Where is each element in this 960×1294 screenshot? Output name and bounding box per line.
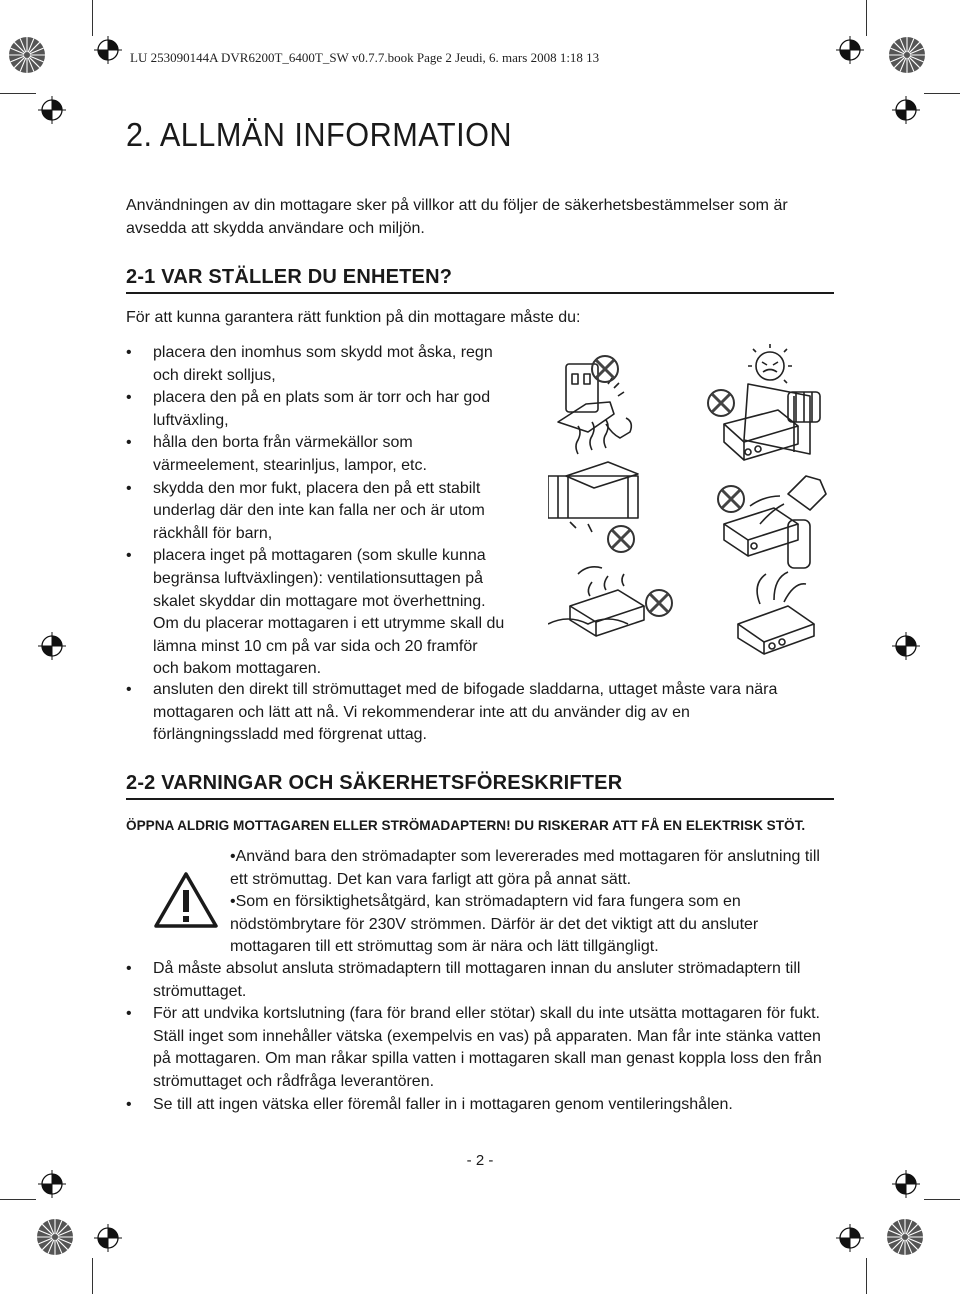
list-item: • placera inget på mottagaren (som skulle kunna begränsa luftväxlingen): ventilationsuttagen på skalet skyddar din mottagare mot överhettning. Om du placerar mottagaren i ett utrymme skall du lämna minst 10 cm på var sida och 20 framför och bakom mottagaren. [126,545,516,681]
radiator-illustration [548,420,638,532]
registration-mark-icon [892,632,920,660]
crop-mark [924,93,960,94]
x-circle-icon [608,526,634,552]
electric-shock-warning: ÖPPNA ALDRIG MOTTAGAREN ELLER STRÖMADAPTERN! DU RISKERAR ATT FÅ EN ELEKTRISK STÖT. [126,818,806,833]
starburst-target-icon [36,1218,74,1256]
subsection-title-warnings: 2-2 VARNINGAR OCH SÄKERHETSFÖRESKRIFTER [126,772,623,794]
list-item: • Då måste absolut ansluta strömadaptern till mottagaren innan du ansluter strömadaptern till strömuttaget. [126,958,836,1003]
page-number: - 2 - [466,1152,494,1169]
list-item: • placera den inomhus som skydd mot åska, regn och direkt solljus, [126,342,516,387]
placement-illustrations [548,344,848,684]
starburst-target-icon [888,36,926,74]
list-item: • placera den på en plats som är torr och har god luftväxling, [126,387,516,432]
x-circle-icon [708,390,734,416]
humid-illustration [548,567,644,636]
crop-mark [0,93,36,94]
sun-illustration [744,344,810,454]
registration-mark-icon [38,1170,66,1198]
placement-lead: För att kunna garantera rätt funktion på din mottagare måste du: [126,309,581,326]
subsection-title-placement: 2-1 VAR STÄLLER DU ENHETEN? [126,266,453,288]
list-item: • ansluten den direkt till strömuttaget med de bifogade sladdarna, uttaget måste vara nära mottagaren och lätt att nå. Vi rekommenderar inte att du använder dig av en förlängningssladd med förgrenat uttag. [126,679,806,747]
list-item: • Se till att ingen vätska eller föremål faller in i mottagaren genom ventileringshålen. [126,1094,836,1117]
registration-mark-icon [94,36,122,64]
crop-mark [866,0,867,36]
registration-mark-icon [94,1224,122,1252]
warning-point: •Som en försiktighetsåtgärd, kan strömadaptern vid fara fungera som en nödstömbrytare för 230V strömmen. Därför är det det viktigt att du ansluter mottagaren till ett strömuttag som är nära och lätt tillgängligt. [230,893,759,956]
list-item: • skydda den mor fukt, placera den på ett stabilt underlag där den inte kan falla ner och är utom räckhåll för barn, [126,478,516,546]
starburst-target-icon [886,1218,924,1256]
registration-mark-icon [892,1170,920,1198]
warning-point: •Använd bara den strömadapter som levererades med mottagaren för anslutning till ett strömuttag. Det kan vara farligt att göra på annat sätt. [230,848,820,888]
section-title: 2. ALLMÄN INFORMATION [126,116,513,153]
crop-mark [0,1199,36,1200]
crop-mark [92,0,93,36]
heading-rule [126,292,834,294]
x-circle-icon [646,590,672,616]
list-item: • hålla den borta från värmekällor som värmeelement, stearinljus, lampor, etc. [126,432,516,477]
intro-paragraph: Användningen av din mottagare sker på villkor att du följer de säkerhetsbestämmelser som är avsedda att skydda användare och miljön. [126,197,788,237]
list-item: • För att undvika kortslutning (fara för brand eller stötar) skall du inte utsätta mottagaren för fukt. Ställ inget som innehåller vätska (exempelvis en vas) på apparaten. Man får inte stänka vatten på mottagaren. Om man råkar spilla vatten i mottagaren skall man genast koppla loss den från strömuttaget och rådfråga leverantören. [126,1003,836,1093]
registration-mark-icon [836,1224,864,1252]
crop-mark [924,1199,960,1200]
registration-mark-icon [836,36,864,64]
placement-list [126,342,516,681]
heater-illustration [724,392,820,460]
print-header: LU 253090144A DVR6200T_6400T_SW v0.7.7.book Page 2 Jeudi, 6. mars 2008 1:18 13 [130,50,600,65]
starburst-target-icon [8,36,46,74]
crop-mark [92,1258,93,1294]
registration-mark-icon [38,632,66,660]
x-circle-icon [718,486,744,512]
heading-rule [126,798,834,800]
warning-triangle-icon [152,870,220,930]
safety-list [126,958,836,1116]
x-circle-icon [592,356,618,382]
warning-points [230,846,840,959]
registration-mark-icon [892,96,920,124]
registration-mark-icon [38,96,66,124]
placement-list-continued [126,679,806,747]
crop-mark [866,1258,867,1294]
plant-illustration [738,572,814,654]
